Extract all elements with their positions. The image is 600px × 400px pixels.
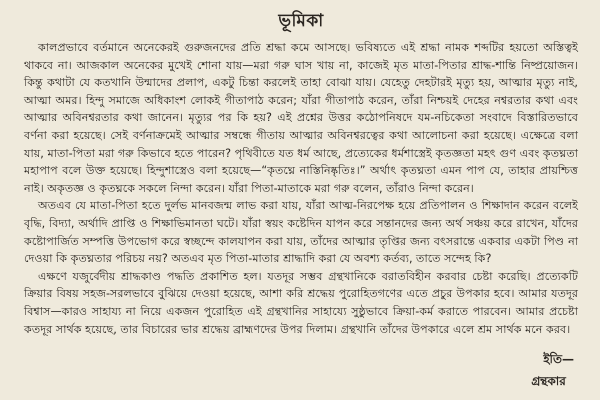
signature-author: গ্রন্থকার xyxy=(531,374,566,388)
paragraph-3: এক্ষণে যজুর্বেদীয় শ্রাদ্ধকাণ্ড পদ্ধতি প্রকাশিত হল। যতদূর সম্ভব গ্রন্থখানিকে বরাতবিহীন করবার চেষ্টা করেছি। প্রত্যেকটি ক্রিয়ার বিষয় সহজ-সরলভাবে বুঝিয়ে দেওয়া হয়েছে, আশা করি শ্রদ্ধেয় পুরোহিতগণের এতে প্রচুর উপকার হবে। আমার যতদূর বিশ্বাস—কারও সাহায্য না নিয়ে একজন পুরোহিত এই গ্রন্থখানির সাহায্যে সুষ্ঠুভাবে ক্রিয়া-কর্ম করাতে পারবেন। আমার প্রচেষ্টা কতদূর সার্থক হয়েছে, তার বিচারের ভার শ্রদ্ধেয় ব্রাহ্মণদের উপর দিলাম। গ্রন্থখানি তাঁদের উপকারে এলে শ্রম সার্থক মনে করব। xyxy=(24,269,578,336)
paragraph-2: অতএব যে মাতা-পিতা হতে দুর্লভ মানবজন্ম লাভ করা যায়, যাঁরা আত্ম-নিরপেক্ষ হয়ে প্রতিপালন ও শিক্ষাদান করেন বলেই বৃদ্ধি, বিদ্যা, অর্থাদি প্রাপ্তি ও শিক্ষাভিমানতা ঘটে। যাঁরা স্বয়ং কষ্টেদিন যাপন করে সন্তানদের জন্য অর্থ সঞ্চয় করে রাখেন, যাঁদের কষ্টোপার্জিত সম্পত্তি উপভোগ করে স্বচ্ছন্দে কালযাপন করা যায়, তাঁদের আত্মার তৃপ্তির জন্য বৎসরান্তে একবার একটা পিণ্ড না দেওয়া কি কৃতঘ্নতার পরিচয় নয়? অতএব মৃত পিতা-মাতার শ্রাদ্ধাদি করা যে অবশ্য কর্তব্য, তাতে সন্দেহ কি? xyxy=(24,199,578,266)
page-title: ভূমিকা xyxy=(278,11,324,31)
signature-block xyxy=(531,348,574,392)
paragraph-1: কালপ্রভাবে বর্তমানে অনেকেরই গুরুজনদের প্রতি শ্রদ্ধা কমে আসছে। ভবিষ্যতে এই শ্রদ্ধা নামক শব্দটির হয়তো অস্তিত্বই থাকবে না। আজকাল অনেকের মুখেই শোনা যায়—মরা গরু ঘাস খায় না, কাজেই মৃত মাতা-পিতার শ্রাদ্ধ-শান্তি নিষ্প্রয়োজন। কিন্তু কথাটা যে কতখানি উন্মাদের প্রলাপ, একটু চিন্তা করলেই তাহা বোঝা যায়। যেহেতু দেহটারই মৃত্যু হয়, আত্মার মৃত্যু নাই, আত্মা অমর। হিন্দু সমাজে অধিকাংশ লোকই গীতাপাঠ করেন; যাঁরা গীতাপাঠ করেন, তাঁরা নিশ্চয়ই দেহের নশ্বরতার কথা এবং আত্মার অবিনশ্বরতার কথা জানেন। মৃত্যুর পর কি হয়? এই প্রশ্নের উত্তর কঠোপনিষদে যম-নচিকেতা সংবাদে বিস্তারিতভাবে বর্ণনা করা হয়েছে। সেই বর্ণনাক্রমেই আত্মার সম্বন্ধে গীতায় আত্মার অবিনশ্বরত্বের কথা আলোচনা করা হয়েছে। এক্ষেত্রে বলা যায়, মাতা-পিতা মরা গরু কিভাবে হতে পারেন? পৃথিবীতে যত ধর্ম আছে, প্রত্যেকের ধর্মশাস্ত্রেই কৃতজ্ঞতা মহৎ গুণ এবং কৃতঘ্নতা মহাপাপ বলে উক্ত হয়েছে। হিন্দুশাস্ত্রেও বলা হয়েছে—“কৃতঘ্নে নাস্তিনিষ্কৃতিঃ।” অর্থাৎ কৃতঘ্নতা এমন পাপ যে, তাহার প্রায়শ্চিত্ত নাই। অকৃতজ্ঞ ও কৃতঘ্নকে সকলে নিন্দা করেন। যাঁরা পিতা-মাতাকে মরা গরু বলেন, তাঁরাও নিন্দা করেন। xyxy=(24,41,578,195)
body-text xyxy=(24,39,578,338)
signature-closing: ইতি— xyxy=(543,352,574,366)
